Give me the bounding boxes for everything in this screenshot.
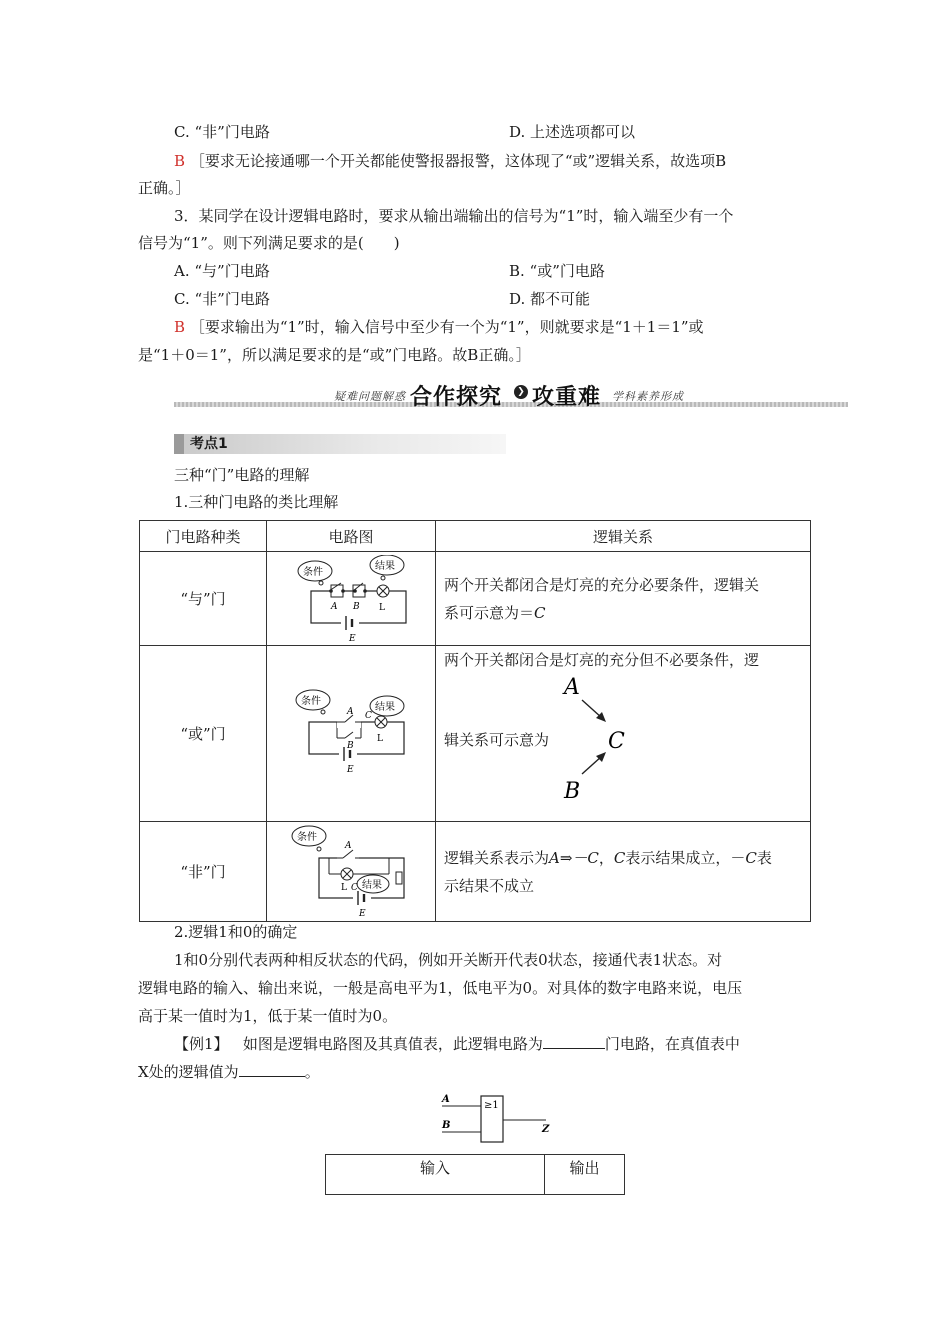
or-label-a: A: [347, 706, 354, 717]
gate-label-b: B: [442, 1120, 451, 1131]
q2-explain-text1: ［要求无论接通哪一个开关都能使警报器报警，这体现了“或”逻辑关系，故选项B: [189, 152, 727, 170]
not-relation-c: ，: [598, 848, 614, 867]
q3-stem-line2: 信号为“1”。则下列满足要求的是( ): [138, 234, 400, 252]
header-logic: 逻辑关系: [436, 521, 811, 552]
or-circuit-diagram: [289, 686, 413, 782]
and-label-a: A: [331, 601, 338, 612]
circuit-cell-not: [267, 822, 436, 922]
and-relation-line2: [444, 599, 810, 627]
banner-rule: [174, 402, 848, 407]
not-label-e: E: [359, 908, 366, 919]
subsection-1-title: 1.三种门电路的类比理解: [174, 493, 339, 511]
gate-symbol-text: ≥1: [484, 1100, 499, 1111]
not-relation-g: 表: [756, 848, 772, 867]
answer-blank-gate[interactable]: [543, 1034, 605, 1049]
q3-option-a: A. “与”门电路: [174, 262, 270, 280]
and-label-b: B: [353, 601, 360, 612]
or-label-b: B: [347, 740, 354, 751]
banner-chevron-icon: ❯: [514, 385, 528, 399]
gate-name-and: “与”门: [140, 552, 267, 646]
gate-row-or: [140, 646, 811, 822]
gate-label-z: Z: [542, 1124, 550, 1135]
header-gate-type: 门电路种类: [140, 521, 267, 552]
not-label-l: L: [341, 882, 347, 893]
para-line2: 逻辑电路的输入、输出来说，一般是高电平为1，低电平为0。对具体的数字电路来说，电压: [138, 979, 743, 997]
example-text1: 如图是逻辑电路图及其真值表，此逻辑电路为: [242, 1035, 543, 1053]
truth-header-input: 输入: [326, 1155, 545, 1195]
q3-explain-text1: ［要求输出为“1”时，输入信号中至少有一个为“1”，则就要求是“1＋1＝1”或: [189, 318, 704, 336]
gate-row-and: [140, 552, 811, 646]
kaodian-tag: [174, 434, 506, 454]
logic-cell-not: [436, 822, 811, 922]
section-title: 三种“门”电路的理解: [174, 466, 310, 484]
not-label-condition: 条件: [297, 831, 317, 843]
q3-explain-line2: 是“1＋0＝1”，所以满足要求的是“或”门电路。故B正确。］: [138, 346, 531, 364]
q3-option-b: B. “或”门电路: [509, 262, 605, 280]
banner-title-cooperate: 合作探究: [410, 385, 503, 410]
q2-option-d: D. 上述选项都可以: [509, 123, 636, 141]
not-relation-e: 表示结果成立，－: [625, 848, 746, 867]
example-text3: X处的逻辑值为: [138, 1063, 239, 1081]
or-relation-line1: 两个开关都闭合是灯亮的充分但不必要条件，逻: [444, 651, 760, 669]
logic-cell-or: [436, 646, 811, 822]
and-relation-text2: 系可示意为＝: [444, 603, 535, 622]
q3-answer: B: [174, 318, 186, 336]
not-relation-line2: 示结果不成立: [444, 876, 535, 895]
truth-table-header-row: [326, 1155, 625, 1195]
not-relation-d: C: [613, 848, 626, 867]
or-relation-line2: 辑关系可示意为: [444, 731, 550, 749]
not-label-result: 结果: [362, 879, 382, 891]
not-relation-b: A⇒－C: [549, 848, 599, 867]
answer-blank-x[interactable]: [239, 1062, 305, 1077]
or-label-result: 结果: [375, 701, 395, 713]
not-label-c: C: [351, 882, 358, 893]
section-banner: [174, 380, 848, 414]
and-label-l: L: [379, 602, 385, 613]
para-line1: 1和0分别代表两种相反状态的代码，例如开关断开代表0状态，接通代表1状态。对: [174, 951, 723, 969]
para-line3: 高于某一值时为1，低于某一值时为0。: [138, 1007, 398, 1025]
example-text2: 门电路，在真值表中: [604, 1035, 740, 1053]
or-diagram-a: A: [564, 675, 580, 700]
gate-table-header-row: [140, 521, 811, 552]
gate-row-not: [140, 822, 811, 922]
or-diagram-c: C: [608, 729, 625, 754]
banner-left-caption: 疑难问题解惑: [334, 390, 406, 403]
not-relation-f: C: [745, 848, 757, 867]
truth-table: [325, 1154, 625, 1195]
and-relation-line1: 两个开关都闭合是灯亮的充分必要条件，逻辑关: [444, 575, 760, 594]
gate-label-a: A: [442, 1094, 450, 1105]
not-label-a: A: [345, 840, 352, 851]
q2-answer: B: [174, 152, 186, 170]
not-relation-line1: [444, 844, 810, 872]
truth-header-output: 输出: [545, 1155, 625, 1195]
q2-explain-line2: 正确。］: [138, 179, 191, 197]
example-line2: [138, 1062, 320, 1082]
banner-title-difficulty: 攻重难: [532, 385, 602, 410]
gate-comparison-table: [139, 520, 811, 922]
and-label-result: 结果: [375, 560, 395, 572]
or-label-e: E: [347, 764, 354, 775]
q3-stem-line1: 3．某同学在设计逻辑电路时，要求从输出端输出的信号为“1”时，输入端至少有一个: [174, 207, 734, 225]
and-relation-var: C: [534, 603, 546, 622]
or-diagram-b: B: [564, 779, 581, 800]
circuit-cell-and: [267, 552, 436, 646]
example-label: 【例1】: [174, 1035, 229, 1053]
not-relation-a: 逻辑关系表示为: [444, 848, 550, 867]
example-line1: [174, 1034, 740, 1054]
or-gate-symbol-diagram: [436, 1092, 556, 1148]
or-logic-arrow-diagram: [562, 674, 636, 800]
q3-option-d: D. 都不可能: [509, 290, 591, 308]
subsection-2-title: 2.逻辑1和0的确定: [174, 923, 298, 941]
q2-explain-line1: [174, 151, 726, 171]
q2-option-c: C. “非”门电路: [174, 123, 270, 141]
circuit-cell-or: [267, 646, 436, 822]
kaodian-label: 考点1: [190, 436, 228, 452]
banner-right-caption: 学科素养形成: [612, 390, 684, 403]
gate-name-not: “非”门: [140, 822, 267, 922]
or-label-condition: 条件: [301, 695, 321, 707]
or-label-c: C: [365, 710, 372, 721]
or-label-l: L: [377, 733, 383, 744]
header-circuit: 电路图: [267, 521, 436, 552]
and-label-condition: 条件: [303, 566, 323, 578]
not-circuit-diagram: [289, 824, 413, 920]
gate-name-or: “或”门: [140, 646, 267, 822]
logic-cell-and: [436, 552, 811, 646]
and-circuit-diagram: [291, 555, 411, 643]
example-text4: 。: [304, 1063, 320, 1081]
q3-explain-line1: [174, 317, 704, 337]
and-label-e: E: [349, 633, 356, 643]
q3-option-c: C. “非”门电路: [174, 290, 270, 308]
